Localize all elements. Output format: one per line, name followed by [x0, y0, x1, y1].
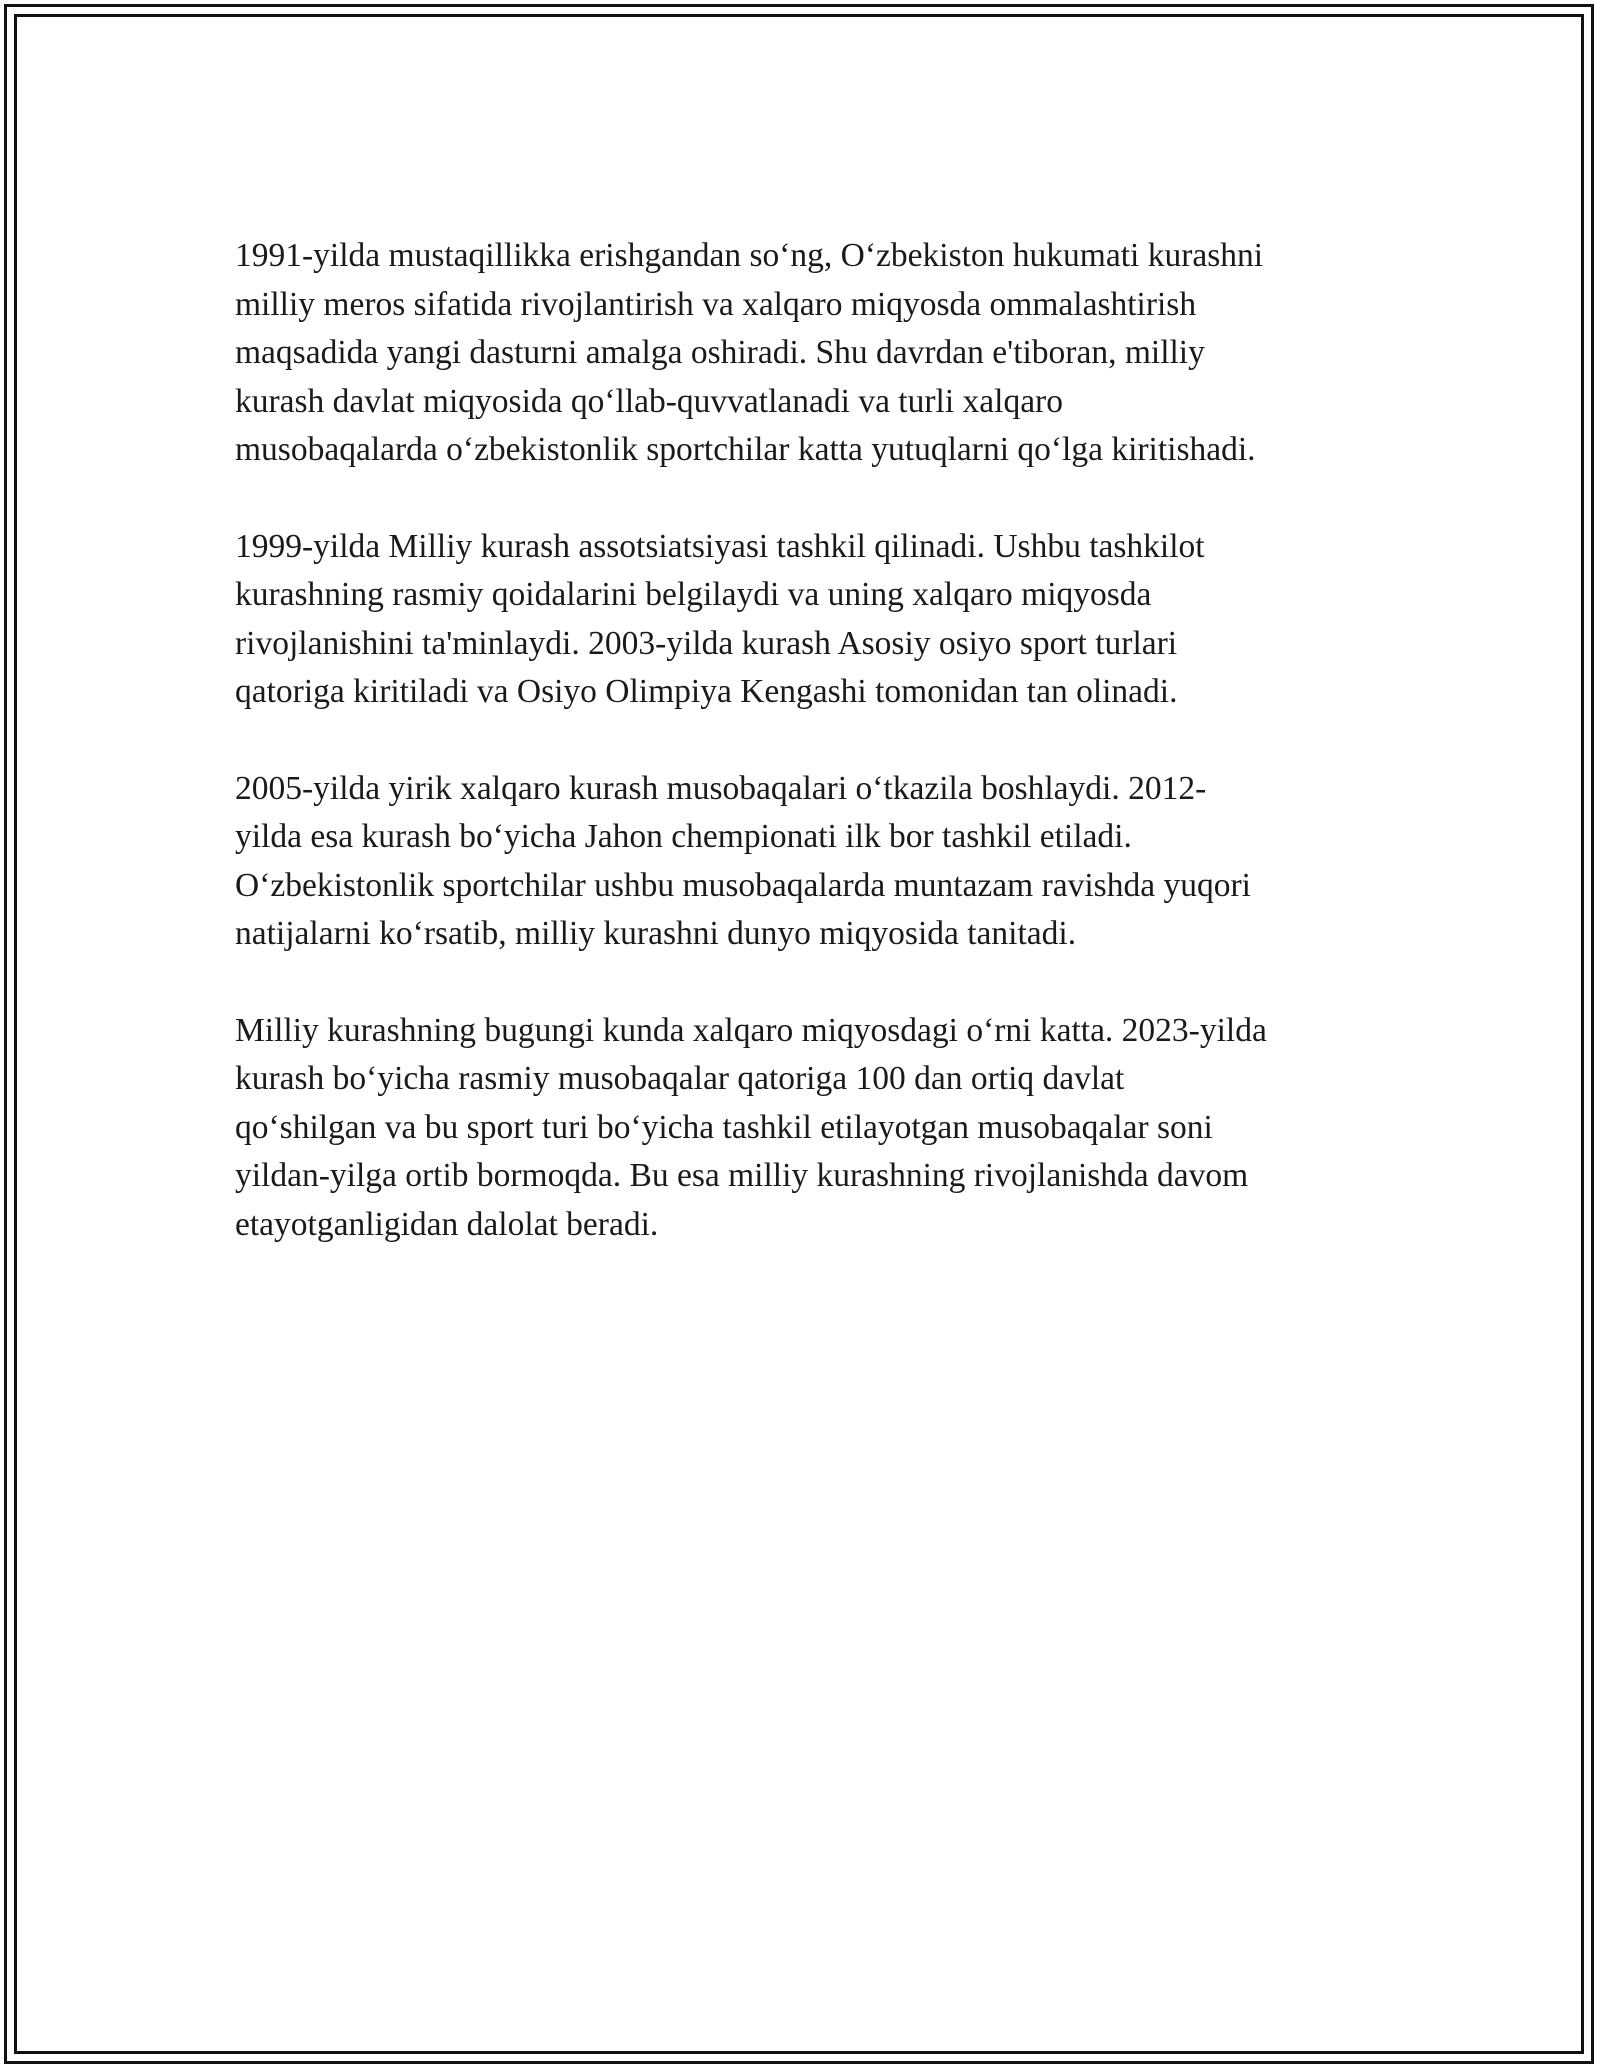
paragraph-today: Milliy kurashning bugungi kunda xalqaro miqyosdagi o‘rni katta. 2023-yilda kurash bo‘yicha rasmiy musobaqalar qatoriga 100 dan ortiq davlat qo‘shilgan va bu sport turi bo‘yicha tashkil etilayotgan musobaqalar soni yildan-yilga ortib bormoqda. Bu esa milliy kurashning rivojlanishda davom etayotganligidan dalolat beradi. — [235, 1011, 1267, 1243]
document-body — [235, 232, 1375, 1297]
paragraph-association: 1999-yilda Milliy kurash assotsiatsiyasi tashkil qilinadi. Ushbu tashkilot kurashning rasmiy qoidalarini belgilaydi va uning xalqaro miqyosda rivojlanishini ta'minlaydi. 2003-yilda kurash Asosiy osiyo sport turlari qatoriga kiritiladi va Osiyo Olimpiya Kengashi tomonidan tan olinadi. — [235, 527, 1205, 710]
paragraph-independence: 1991-yilda mustaqillikka erishgandan so‘ng, O‘zbekiston hukumati kurashni milliy meros sifatida rivojlantirish va xalqaro miqyosda ommalashtirish maqsadida yangi dasturni amalga oshiradi. Shu davrdan e'tiboran, milliy kurash davlat miqyosida qo‘llab-quvvatlanadi va turli xalqaro musobaqalarda o‘zbekistonlik sportchilar katta yutuqlarni qo‘lga kiritishadi. — [235, 237, 1264, 468]
paragraph-competitions: 2005-yilda yirik xalqaro kurash musobaqalari o‘tkazila boshlaydi. 2012- yilda esa kurash bo‘yicha Jahon chempionati ilk bor tashkil etiladi. O‘zbekistonlik sportchilar ushbu musobaqalarda muntazam ravishda yuqori natijalarni ko‘rsatib, milliy kurashni dunyo miqyosida tanitadi. — [235, 769, 1251, 952]
